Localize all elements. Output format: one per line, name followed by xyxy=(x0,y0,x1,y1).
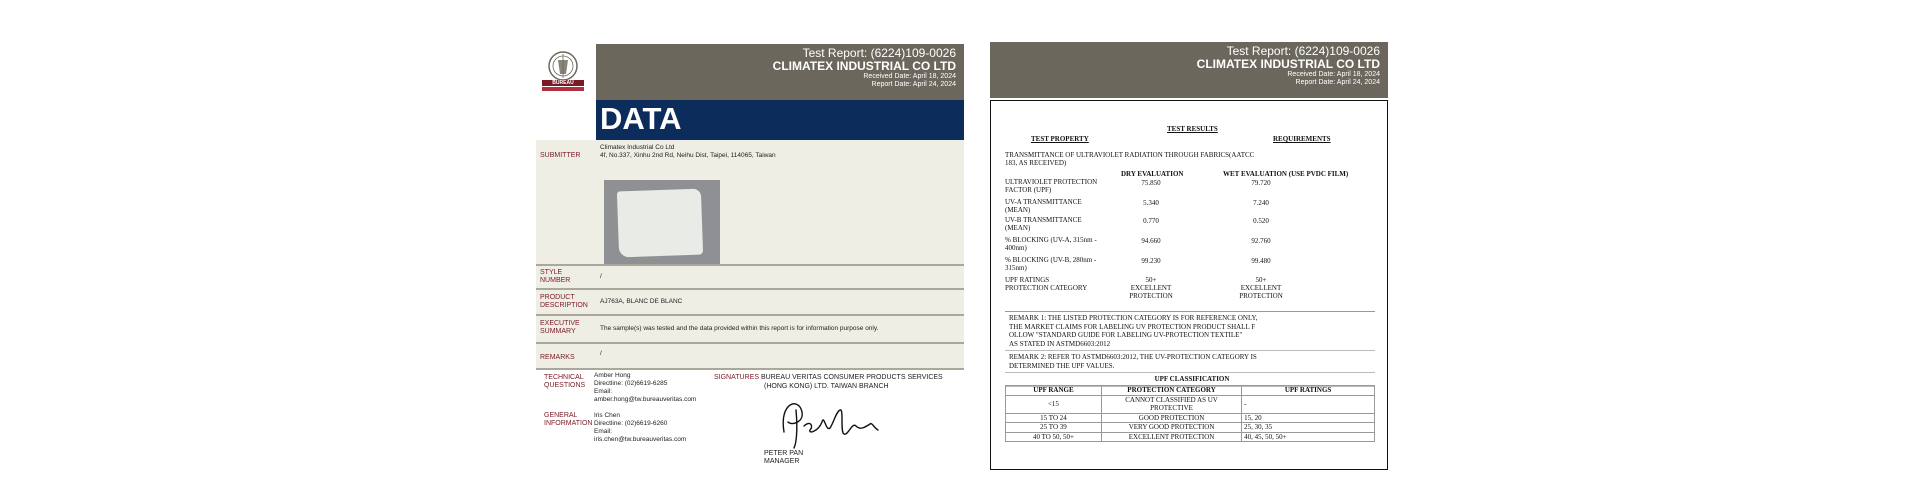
test-results-sheet xyxy=(990,100,1388,470)
column-header: UPF RANGE xyxy=(1006,386,1102,396)
property-line-2: 400nm) xyxy=(1005,244,1027,252)
general-email[interactable]: iris.chen@tw.bureauveritas.com xyxy=(594,436,687,443)
table-row xyxy=(1006,413,1375,423)
test-results-heading: TEST RESULTS xyxy=(1167,125,1218,133)
received-date: Received Date: April 18, 2024 xyxy=(1287,71,1380,78)
remark-2: REMARK 2: REFER TO ASTMD6603:2012, THE UV-PROTECTION CATEGORY IS DETERMINED THE UPF VALUES. xyxy=(1005,351,1375,373)
product-label: PRODUCT DESCRIPTION xyxy=(540,294,588,309)
upf-classification-title: UPF CLASSIFICATION xyxy=(1005,373,1375,387)
general-email-label: Email: xyxy=(594,428,613,435)
bureau-veritas-logo xyxy=(540,46,586,102)
general-contact xyxy=(594,412,714,444)
upf-ratings-dry: 50+ xyxy=(1145,276,1157,284)
upf-ratings-label: UPF RATINGS xyxy=(1005,276,1050,284)
table-cell: CANNOT CLASSIFIED AS UV PROTECTIVE xyxy=(1101,395,1241,413)
wet-value: 79.720 xyxy=(1251,179,1271,187)
property-line-1: UV-A TRANSMITTANCE xyxy=(1005,198,1082,206)
test-property-heading: TEST PROPERTY xyxy=(1031,135,1089,143)
dry-value: 75.850 xyxy=(1141,179,1161,187)
table-cell: 15, 20 xyxy=(1242,413,1375,423)
wet-value: 92.760 xyxy=(1251,237,1271,245)
section-subtitle: 183, AS RECEIVED) xyxy=(1005,159,1067,167)
protection-wet: EXCELLENT PROTECTION xyxy=(1239,284,1283,300)
protection-category-label: PROTECTION CATEGORY xyxy=(1005,284,1088,292)
style-value: / xyxy=(596,266,964,288)
upf-table-body xyxy=(1006,395,1375,442)
fabric-sample-photo xyxy=(604,180,720,270)
wet-value: 7.240 xyxy=(1253,199,1269,207)
technical-email[interactable]: amber.hong@tw.bureauveritas.com xyxy=(594,396,697,403)
property-line-2: 315nm) xyxy=(1005,264,1027,272)
column-header: UPF RATINGS xyxy=(1242,386,1375,396)
upf-ratings-wet: 50+ xyxy=(1255,276,1267,284)
submitter-value xyxy=(596,140,964,264)
property-line-1: UV-B TRANSMITTANCE xyxy=(1005,216,1082,224)
data-title: DATA xyxy=(596,100,964,140)
summary-row xyxy=(536,316,964,342)
remarks-value: / xyxy=(596,344,964,368)
section-title: TRANSMITTANCE OF ULTRAVIOLET RADIATION THROUGH FABRICS(AATCC xyxy=(1005,151,1255,159)
upf-classification-table xyxy=(1005,385,1375,442)
technical-email-label: Email: xyxy=(594,388,613,395)
property-line-1: ULTRAVIOLET PROTECTION xyxy=(1005,178,1098,186)
submitter-name: Climatex Industrial Co Ltd xyxy=(600,144,675,151)
report-number: Test Report: (6224)109-0026 xyxy=(802,46,956,60)
dry-value: 99.230 xyxy=(1141,257,1161,265)
general-phone: Directline: (02)6619-6260 xyxy=(594,420,668,427)
protection-dry: EXCELLENT PROTECTION xyxy=(1129,284,1173,300)
property-line-2: (MEAN) xyxy=(1005,224,1031,232)
table-row xyxy=(1006,432,1375,442)
table-cell: <15 xyxy=(1006,395,1102,413)
report-header xyxy=(596,44,964,100)
company-name: CLIMATEX INDUSTRIAL CO LTD xyxy=(772,59,956,73)
product-value: AJ763A, BLANC DE BLANC xyxy=(596,290,964,314)
dry-value: 94.660 xyxy=(1141,237,1161,245)
technical-label: TECHNICAL QUESTIONS xyxy=(544,374,586,389)
remark-1: REMARK 1: THE LISTED PROTECTION CATEGORY IS FOR REFERENCE ONLY, THE MARKET CLAIMS FOR LABELING UV PROTECTION PRODUCT SHALL F OLLOW "STANDARD GUIDE FOR LABELING UV-PROTECTION TEXTILE" AS STATED IN ASTMD6603:2012 xyxy=(1005,312,1375,351)
signatures-org2: (HONG KONG) LTD. TAIWAN BRANCH xyxy=(764,383,889,390)
summary-value: The sample(s) was tested and the data provided within this report is for information purpose only. xyxy=(596,316,964,342)
product-row xyxy=(536,290,964,314)
remarks-block xyxy=(1005,311,1375,387)
table-cell: GOOD PROTECTION xyxy=(1101,413,1241,423)
wet-value: 0.520 xyxy=(1253,217,1269,225)
report-number: Test Report: (6224)109-0026 xyxy=(1226,44,1380,58)
fabric-swatch xyxy=(617,189,703,258)
style-label: STYLE NUMBER xyxy=(540,269,571,284)
logo-stripe xyxy=(542,87,584,91)
technical-contact xyxy=(594,372,714,404)
wet-evaluation-header: WET EVALUATION (USE PVDC FILM) xyxy=(1223,170,1349,178)
technical-name: Amber Hong xyxy=(594,372,631,379)
table-cell: - xyxy=(1242,395,1375,413)
table-cell: 25 TO 39 xyxy=(1006,423,1102,433)
summary-label: EXECUTIVE SUMMARY xyxy=(540,320,580,335)
submitter-label: SUBMITTER xyxy=(540,152,581,159)
dry-evaluation-header: DRY EVALUATION xyxy=(1121,170,1184,178)
table-row xyxy=(1006,423,1375,433)
table-cell: VERY GOOD PROTECTION xyxy=(1101,423,1241,433)
wet-value: 99.480 xyxy=(1251,257,1271,265)
remarks-row xyxy=(536,344,964,368)
report-header xyxy=(990,42,1388,98)
submitter-address: 4f, No.337, Xinhu 2nd Rd, Neihu Dist, Taipei, 114065, Taiwan xyxy=(600,152,776,159)
report-date: Report Date: April 24, 2024 xyxy=(1295,79,1380,86)
general-name: Iris Chen xyxy=(594,412,621,419)
table-header-row xyxy=(1006,386,1375,396)
table-cell: 15 TO 24 xyxy=(1006,413,1102,423)
divider xyxy=(536,368,964,370)
table-row xyxy=(1006,395,1375,413)
handwritten-signature xyxy=(774,392,884,452)
signatures-org1: BUREAU VERITAS CONSUMER PRODUCTS SERVICES xyxy=(760,374,943,381)
general-label: GENERAL INFORMATION xyxy=(544,412,593,427)
company-name: CLIMATEX INDUSTRIAL CO LTD xyxy=(1196,57,1380,71)
property-line-1: % BLOCKING (UV-A, 315nm - xyxy=(1005,236,1097,244)
technical-phone: Directline: (02)6619-6285 xyxy=(594,380,668,387)
dry-value: 5.340 xyxy=(1143,199,1159,207)
test-results-page xyxy=(990,42,1388,470)
signatures-block xyxy=(714,373,943,391)
signer-name: PETER PAN xyxy=(764,450,804,457)
data-page xyxy=(536,42,964,478)
signatures-label: SIGNATURES xyxy=(714,374,759,381)
received-date: Received Date: April 18, 2024 xyxy=(863,73,956,80)
table-cell: 25, 30, 35 xyxy=(1242,423,1375,433)
property-line-2: FACTOR (UPF) xyxy=(1005,186,1052,194)
signer xyxy=(764,450,803,466)
report-date: Report Date: April 24, 2024 xyxy=(871,81,956,88)
submitter-row xyxy=(536,140,964,264)
table-cell: 40, 45, 50, 50+ xyxy=(1242,432,1375,442)
property-line-2: (MEAN) xyxy=(1005,206,1031,214)
table-cell: EXCELLENT PROTECTION xyxy=(1101,432,1241,442)
table-cell: 40 TO 50, 50+ xyxy=(1006,432,1102,442)
logo-text: BUREAU xyxy=(542,80,584,86)
requirements-heading: REQUIREMENTS xyxy=(1273,135,1331,143)
remarks-label: REMARKS xyxy=(540,354,575,361)
property-line-1: % BLOCKING (UV-B, 280nm - xyxy=(1005,256,1097,264)
signer-title: MANAGER xyxy=(764,458,800,465)
column-header: PROTECTION CATEGORY xyxy=(1101,386,1241,396)
style-row xyxy=(536,266,964,288)
dry-value: 0.770 xyxy=(1143,217,1159,225)
